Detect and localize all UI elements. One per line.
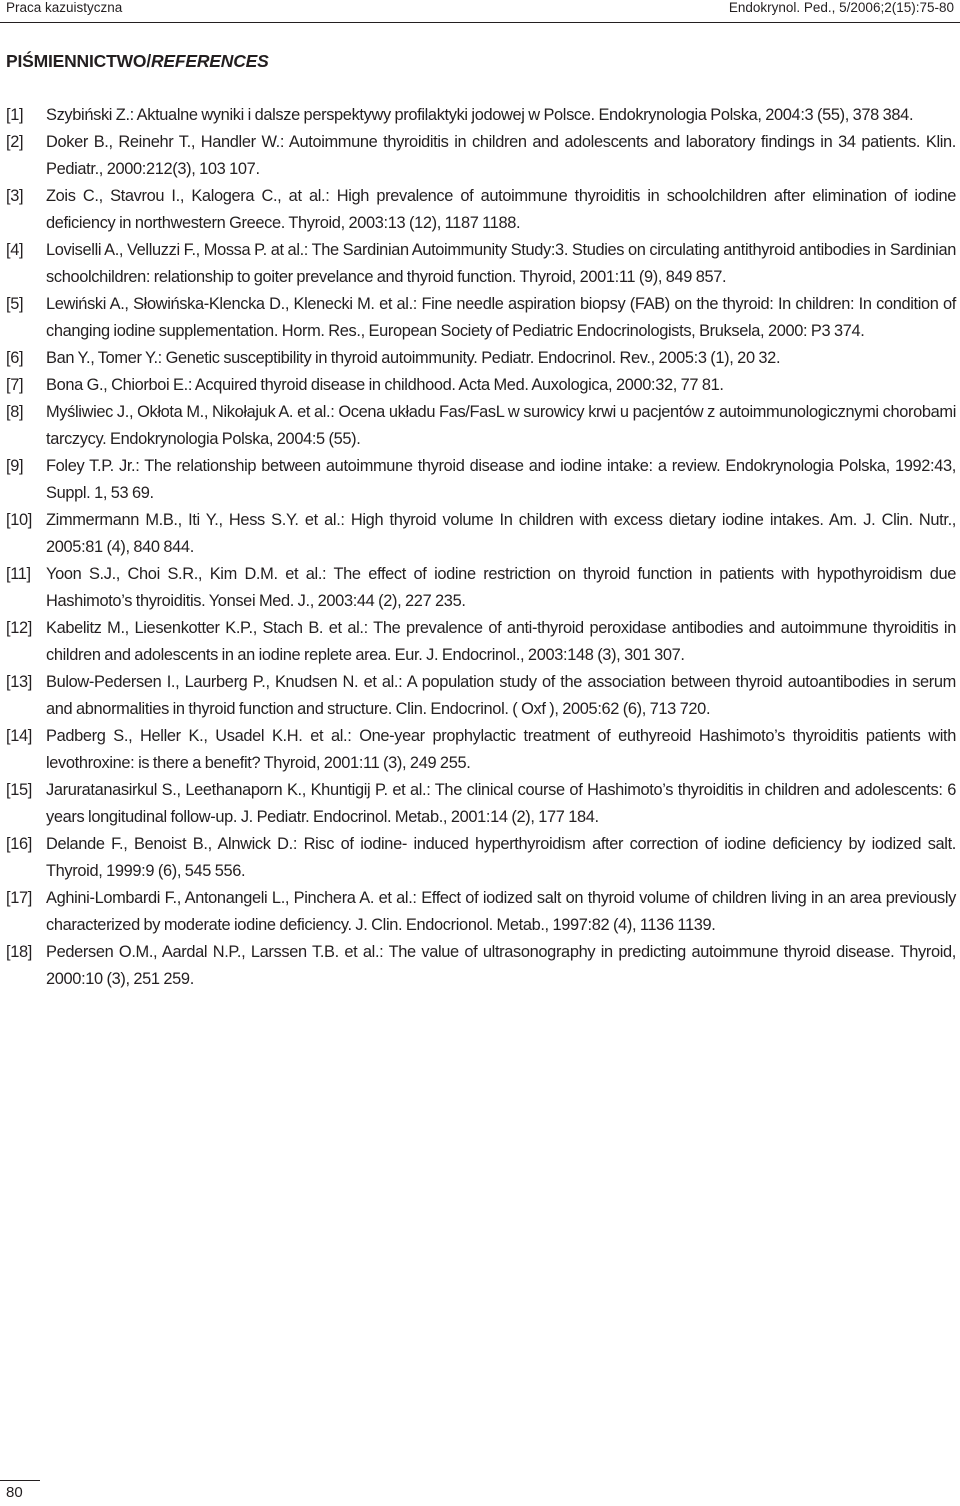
reference-number: [15] — [6, 781, 32, 799]
reference-item — [6, 507, 956, 561]
reference-number: [17] — [6, 889, 32, 907]
reference-item — [6, 777, 956, 831]
footer-divider — [0, 1480, 40, 1481]
reference-text: Jaruratanasirkul S., Leethanaporn K., Khuntigij P. et al.: The clinical course of Hashimoto’s thyroiditis in children and adolescents: 6 years longitudinal follow-up. J. Pediatr. Endocrinol. Metab., 2001:14 (2), 177 184. — [46, 781, 956, 826]
reference-text: Bona G., Chiorboi E.: Acquired thyroid disease in childhood. Acta Med. Auxologica, 2000:32, 77 81. — [46, 376, 724, 394]
reference-text: Pedersen O.M., Aardal N.P., Larssen T.B. et al.: The value of ultrasonography in predicting autoimmune thyroid disease. Thyroid, 2000:10 (3), 251 259. — [46, 943, 956, 988]
reference-item — [6, 939, 956, 993]
reference-number: [7] — [6, 376, 24, 394]
reference-number: [1] — [6, 106, 24, 124]
reference-number: [14] — [6, 727, 32, 745]
reference-item — [6, 669, 956, 723]
reference-number: [2] — [6, 133, 24, 151]
reference-item — [6, 129, 956, 183]
reference-item — [6, 723, 956, 777]
reference-item — [6, 561, 956, 615]
reference-item — [6, 372, 956, 399]
reference-item — [6, 291, 956, 345]
reference-number: [3] — [6, 187, 24, 205]
reference-item — [6, 453, 956, 507]
reference-text: Zimmermann M.B., Iti Y., Hess S.Y. et al.: High thyroid volume In children with excess dietary iodine intakes. Am. J. Clin. Nutr., 2005:81 (4), 840 844. — [46, 511, 956, 556]
reference-list — [6, 102, 956, 993]
reference-number: [16] — [6, 835, 32, 853]
reference-number: [18] — [6, 943, 32, 961]
article-type-label: Praca kazuistyczna — [6, 0, 123, 15]
reference-item — [6, 885, 956, 939]
reference-text: Myśliwiec J., Okłota M., Nikołajuk A. et al.: Ocena układu Fas/FasL w surowicy krwi u pacjentów z autoimmunologicznymi chorobami tarczycy. Endokrynologia Polska, 2004:5 (55). — [46, 403, 956, 448]
reference-item — [6, 345, 956, 372]
references-heading-english: REFERENCES — [150, 51, 269, 71]
reference-text: Bulow-Pedersen I., Laurberg P., Knudsen N. et al.: A population study of the association between thyroid autoantibodies in serum and abnormalities in thyroid function and structure. Clin. Endocrinol. ( Oxf ), 2005:62 (6), 713 720. — [46, 673, 956, 718]
reference-number: [5] — [6, 295, 24, 313]
reference-text: Delande F., Benoist B., Alnwick D.: Risc of iodine- induced hyperthyroidism after correction of iodine deficiency by iodized salt. Thyroid, 1999:9 (6), 545 556. — [46, 835, 956, 880]
reference-text: Aghini-Lombardi F., Antonangeli L., Pinchera A. et al.: Effect of iodized salt on thyroid volume of children living in an area previously characterized by moderate iodine deficiency. J. Clin. Endocrionol. Metab., 1997:82 (4), 1136 1139. — [46, 889, 956, 934]
reference-text: Yoon S.J., Choi S.R., Kim D.M. et al.: The effect of iodine restriction on thyroid function in patients with hypothyroidism due Hashimoto’s thyroiditis. Yonsei Med. J., 2003:44 (2), 227 235. — [46, 565, 956, 610]
references-heading — [6, 50, 269, 72]
header-divider — [0, 22, 960, 23]
reference-text: Foley T.P. Jr.: The relationship between autoimmune thyroid disease and iodine intake: a review. Endokrynologia Polska, 1992:43, Suppl. 1, 53 69. — [46, 457, 956, 502]
running-header — [6, 0, 954, 16]
reference-text: Kabelitz M., Liesenkotter K.P., Stach B. et al.: The prevalence of anti-thyroid peroxidase antibodies and autoimmune thyroiditis in children and adolescents in an iodine replete area. Eur. J. Endocrinol., 2003:148 (3), 301 307. — [46, 619, 956, 664]
page-number: 80 — [6, 1484, 23, 1501]
reference-number: [10] — [6, 511, 32, 529]
reference-text: Doker B., Reinehr T., Handler W.: Autoimmune thyroiditis in children and adolescents and laboratory findings in 34 patients. Klin. Pediatr., 2000:212(3), 103 107. — [46, 133, 956, 178]
reference-text: Lewiński A., Słowińska-Klencka D., Klenecki M. et al.: Fine needle aspiration biopsy (FAB) on the thyroid: In children: In condition of changing iodine supplementation. Horm. Res., European Society of Pediatric Endocrinologists, Bruksela, 2000: P3 374. — [46, 295, 956, 340]
journal-citation: Endokrynol. Ped., 5/2006;2(15):75-80 — [728, 0, 954, 15]
reference-item — [6, 615, 956, 669]
reference-number: [8] — [6, 403, 24, 421]
reference-number: [11] — [6, 565, 31, 583]
reference-item — [6, 102, 956, 129]
reference-item — [6, 831, 956, 885]
reference-number: [4] — [6, 241, 24, 259]
reference-item — [6, 183, 956, 237]
reference-text: Zois C., Stavrou I., Kalogera C., at al.: High prevalence of autoimmune thyroiditis in schoolchildren after elimination of iodine deficiency in northwestern Greece. Thyroid, 2003:13 (12), 1187 1188. — [46, 187, 956, 232]
reference-item — [6, 237, 956, 291]
reference-number: [12] — [6, 619, 32, 637]
reference-item — [6, 399, 956, 453]
references-heading-polish: PIŚMIENNICTWO/ — [6, 51, 151, 71]
reference-text: Loviselli A., Velluzzi F., Mossa P. at al.: The Sardinian Autoimmunity Study:3. Studies on circulating antithyroid antibodies in Sardinian schoolchildren: relationship to goiter prevelance and thyroid function. Thyroid, 2001:11 (9), 849 857. — [46, 241, 956, 286]
reference-number: [6] — [6, 349, 24, 367]
reference-text: Szybiński Z.: Aktualne wyniki i dalsze perspektywy profilaktyki jodowej w Polsce. Endokrynologia Polska, 2004:3 (55), 378 384. — [46, 106, 914, 124]
reference-number: [13] — [6, 673, 32, 691]
reference-text: Ban Y., Tomer Y.: Genetic susceptibility in thyroid autoimmunity. Pediatr. Endocrinol. Rev., 2005:3 (1), 20 32. — [46, 349, 781, 367]
reference-number: [9] — [6, 457, 24, 475]
reference-text: Padberg S., Heller K., Usadel K.H. et al.: One-year prophylactic treatment of euthyreoid Hashimoto’s thyroiditis patients with levothroxine: is there a benefit? Thyroid, 2001:11 (3), 249 255. — [46, 727, 956, 772]
